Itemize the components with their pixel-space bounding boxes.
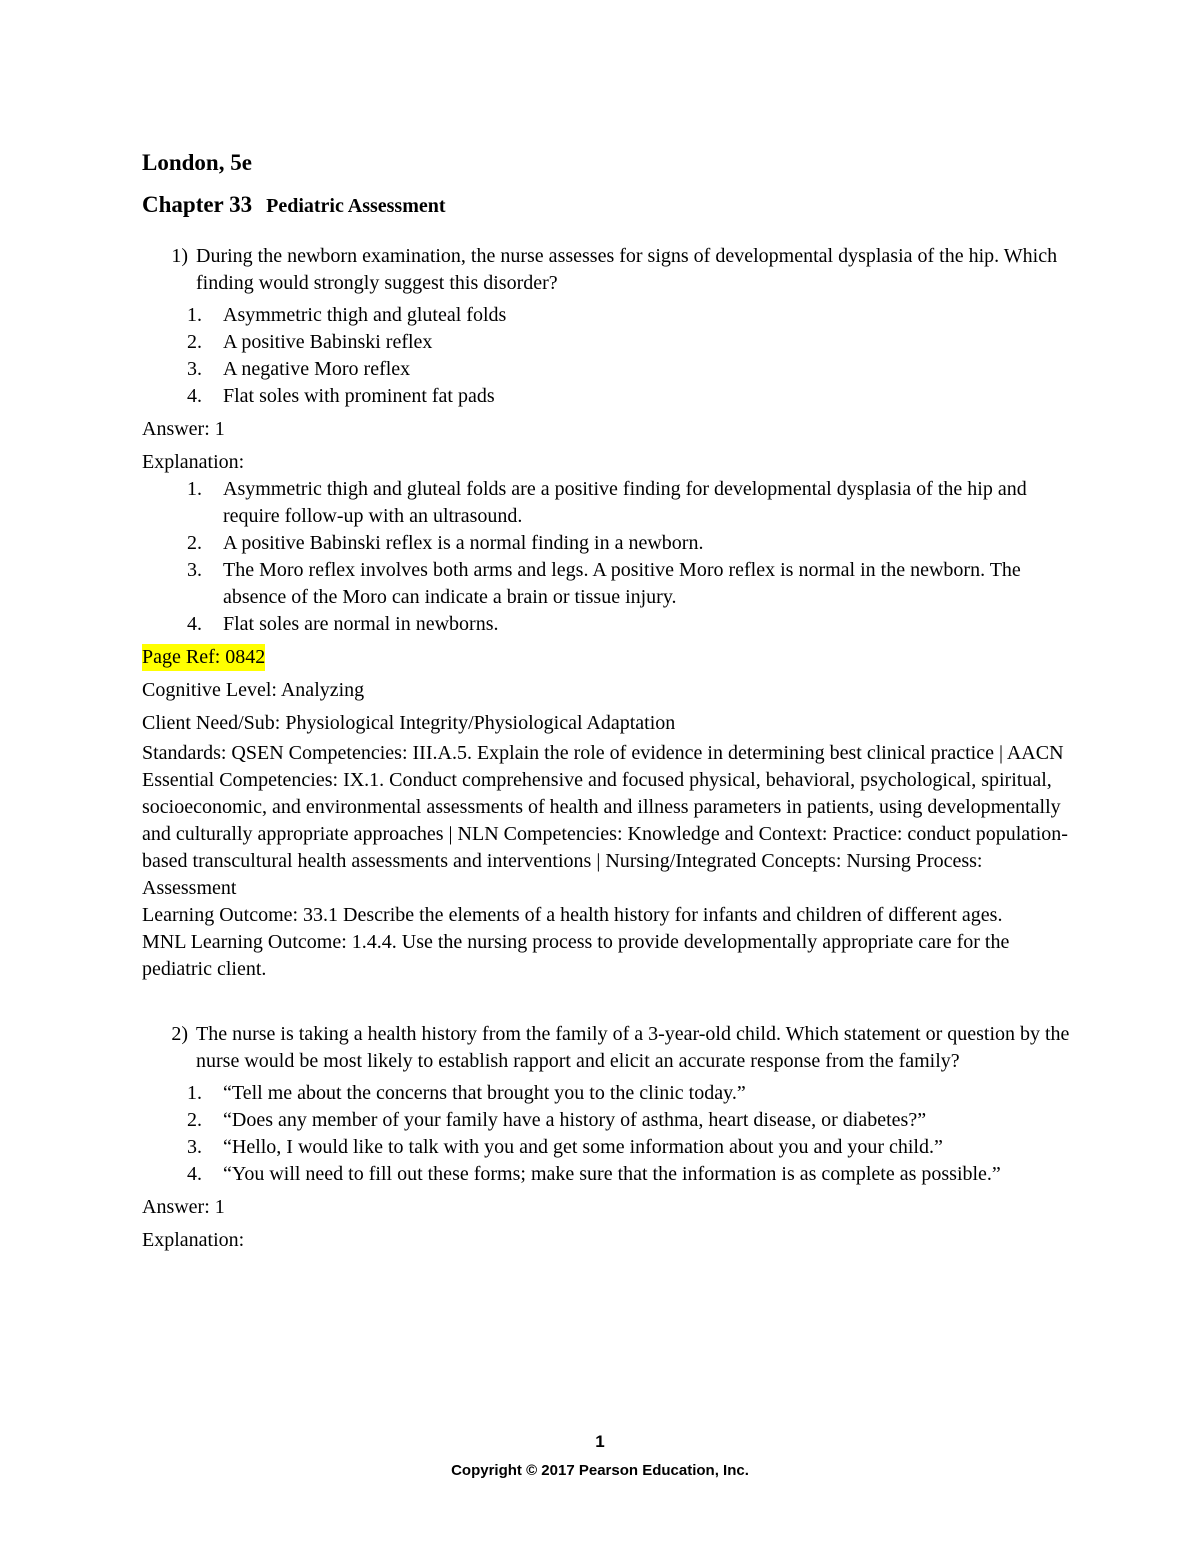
chapter-name: Pediatric Assessment (266, 195, 446, 217)
explanation-text: The Moro reflex involves both arms and legs. A positive Moro reflex is normal in the newborn. The absence of the Moro can indicate a brain or tissue injury. (223, 559, 1021, 608)
option-number: 4. (187, 385, 202, 407)
page-number: 1 (595, 1432, 605, 1451)
option-number: 3. (187, 358, 202, 380)
option-item (142, 1107, 1072, 1134)
question-1-explanations (142, 476, 1072, 638)
option-text: “You will need to fill out these forms; make sure that the information is as complete as possible.” (223, 1163, 1001, 1185)
option-item (142, 1134, 1072, 1161)
option-number: 1. (187, 1082, 202, 1104)
question-text: The nurse is taking a health history from the family of a 3-year-old child. Which statement or question by the nurse would be most likely to establish rapport and elicit an accurate response from the family? (196, 1023, 1070, 1072)
answer: Answer: 1 (142, 1196, 225, 1218)
question-number: 1) (171, 245, 188, 267)
explanation-number: 4. (187, 613, 202, 635)
chapter-heading (142, 190, 1072, 221)
page-content (142, 148, 1072, 1254)
option-text: Flat soles with prominent fat pads (223, 385, 495, 407)
option-number: 1. (187, 304, 202, 326)
cognitive-level: Cognitive Level: Analyzing (142, 679, 365, 701)
question-2-options (142, 1080, 1072, 1188)
option-text: A positive Babinski reflex (223, 331, 433, 353)
answer: Answer: 1 (142, 418, 225, 440)
explanation-label: Explanation: (142, 1229, 245, 1251)
option-text: Asymmetric thigh and gluteal folds (223, 304, 507, 326)
question-2 (142, 1021, 1072, 1075)
standards: Standards: QSEN Competencies: III.A.5. Explain the role of evidence in determining best clinical practice | AACN Essential Competencies: IX.1. Conduct comprehensive and focused physical, behavioral, psychological, spiritual, socioeconomic, and environmental assessments of health and illness parameters in patients, using developmentally and culturally appropriate approaches | NLN Competencies: Knowledge and Context: Practice: conduct population-based transcultural health assessments and interventions | Nursing/Integrated Concepts: Nursing Process: Assessment (142, 742, 1068, 899)
question-1 (142, 243, 1072, 297)
learning-outcome: Learning Outcome: 33.1 Describe the elements of a health history for infants and children of different ages. (142, 904, 1003, 926)
option-item (142, 383, 1072, 410)
explanation-item (142, 476, 1072, 530)
copyright-notice: Copyright © 2017 Pearson Education, Inc. (451, 1462, 749, 1479)
chapter-number: Chapter 33 (142, 192, 253, 217)
option-number: 2. (187, 331, 202, 353)
option-text: “Tell me about the concerns that brought you to the clinic today.” (223, 1082, 746, 1104)
explanation-item (142, 557, 1072, 611)
explanation-number: 1. (187, 478, 202, 500)
explanation-text: A positive Babinski reflex is a normal finding in a newborn. (223, 532, 704, 554)
option-item (142, 329, 1072, 356)
mnl-learning-outcome: MNL Learning Outcome: 1.4.4. Use the nursing process to provide developmentally appropriate care for the pediatric client. (142, 931, 1010, 980)
explanation-item (142, 611, 1072, 638)
explanation-text: Flat soles are normal in newborns. (223, 613, 499, 635)
question-1-options (142, 302, 1072, 410)
question-text: During the newborn examination, the nurse assesses for signs of developmental dysplasia of the hip. Which finding would strongly suggest this disorder? (196, 245, 1058, 294)
option-number: 2. (187, 1109, 202, 1131)
explanation-item (142, 530, 1072, 557)
page-ref: Page Ref: 0842 (142, 644, 265, 671)
option-text: “Hello, I would like to talk with you and get some information about you and your child.” (223, 1136, 943, 1158)
explanation-label: Explanation: (142, 451, 245, 473)
book-title: London, 5e (142, 150, 252, 175)
explanation-number: 3. (187, 559, 202, 581)
option-item (142, 302, 1072, 329)
question-number: 2) (171, 1023, 188, 1045)
option-number: 3. (187, 1136, 202, 1158)
option-text: “Does any member of your family have a history of asthma, heart disease, or diabetes?” (223, 1109, 927, 1131)
explanation-text: Asymmetric thigh and gluteal folds are a positive finding for developmental dysplasia of the hip and require follow-up with an ultrasound. (223, 478, 1027, 527)
client-need: Client Need/Sub: Physiological Integrity/Physiological Adaptation (142, 712, 676, 734)
option-number: 4. (187, 1163, 202, 1185)
explanation-number: 2. (187, 532, 202, 554)
option-item (142, 356, 1072, 383)
option-item (142, 1080, 1072, 1107)
option-text: A negative Moro reflex (223, 358, 411, 380)
option-item (142, 1161, 1072, 1188)
